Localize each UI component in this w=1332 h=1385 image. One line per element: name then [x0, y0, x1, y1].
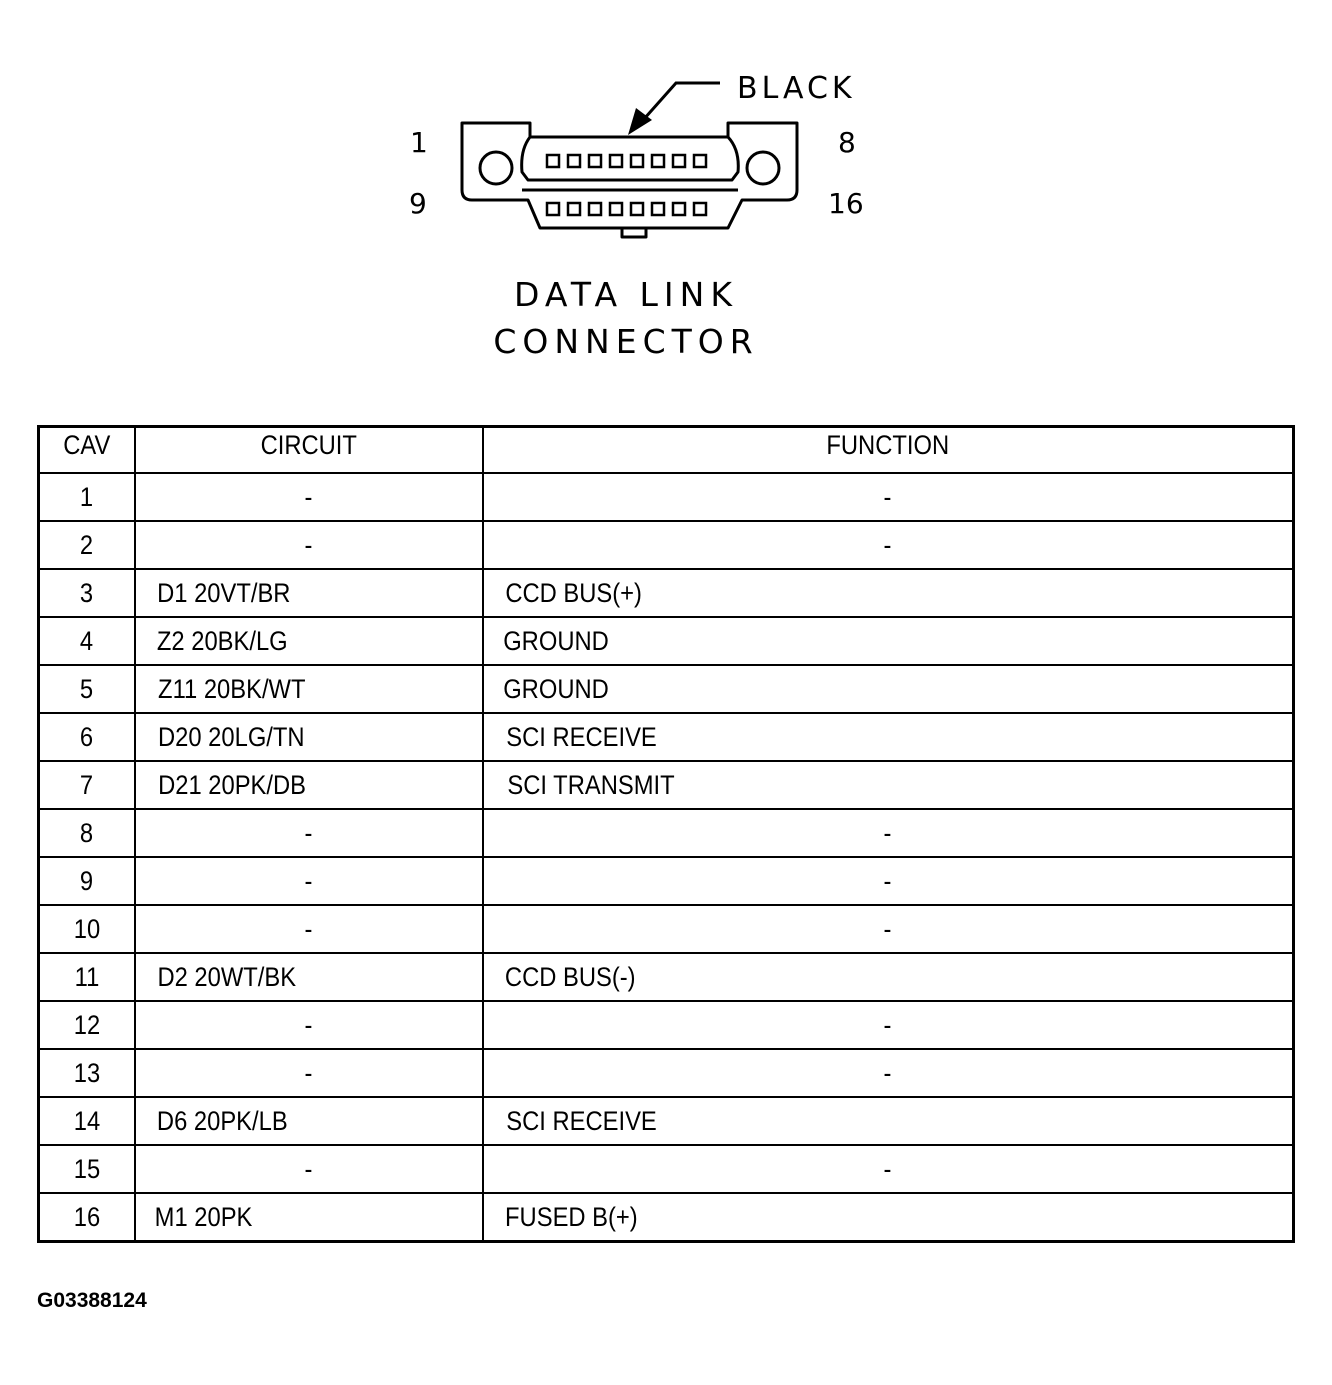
cell-circuit: D1 20VT/BR — [135, 569, 483, 617]
connector-pin — [631, 203, 643, 215]
cell-circuit: - — [135, 1001, 483, 1049]
connector-pin — [652, 155, 664, 167]
table-row — [39, 953, 1294, 1001]
cell-cav: 11 — [39, 953, 135, 1001]
cell-function: GROUND — [483, 617, 1294, 665]
cell-function: - — [483, 905, 1294, 953]
cell-cav: 6 — [39, 713, 135, 761]
cell-function: SCI RECEIVE — [483, 1097, 1294, 1145]
cell-circuit: - — [135, 473, 483, 521]
cell-cav: 3 — [39, 569, 135, 617]
connector-pin — [589, 203, 601, 215]
table-header-row — [39, 427, 1294, 474]
table-row — [39, 905, 1294, 953]
table-row — [39, 857, 1294, 905]
table-row — [39, 1097, 1294, 1145]
pin-label-9: 9 — [409, 187, 427, 220]
connector-pin — [694, 155, 706, 167]
cell-function: CCD BUS(-) — [483, 953, 1294, 1001]
cell-cav: 9 — [39, 857, 135, 905]
connector-pin — [673, 203, 685, 215]
table-row — [39, 713, 1294, 761]
cell-cav: 10 — [39, 905, 135, 953]
cell-function: - — [483, 521, 1294, 569]
table-row — [39, 473, 1294, 521]
cell-cav: 5 — [39, 665, 135, 713]
connector-pin — [547, 155, 559, 167]
connector-pin — [547, 203, 559, 215]
cell-circuit: D20 20LG/TN — [135, 713, 483, 761]
connector-pin — [610, 155, 622, 167]
cell-cav: 4 — [39, 617, 135, 665]
table-row — [39, 521, 1294, 569]
table-row — [39, 761, 1294, 809]
pinout-table — [37, 425, 1295, 1243]
top-pin-row — [547, 155, 706, 167]
connector-pin — [694, 203, 706, 215]
connector-pin — [568, 203, 580, 215]
bottom-pin-row — [547, 203, 706, 215]
pin-label-1: 1 — [410, 126, 428, 159]
cell-cav: 2 — [39, 521, 135, 569]
cell-circuit: D21 20PK/DB — [135, 761, 483, 809]
cell-function: GROUND — [483, 665, 1294, 713]
connector-pin — [610, 203, 622, 215]
table-row — [39, 617, 1294, 665]
cell-cav: 1 — [39, 473, 135, 521]
table-row — [39, 1001, 1294, 1049]
cell-circuit: - — [135, 809, 483, 857]
table-row — [39, 1145, 1294, 1193]
cell-cav: 15 — [39, 1145, 135, 1193]
cell-circuit: - — [135, 1049, 483, 1097]
connector-pin — [568, 155, 580, 167]
header-cav: CAV — [39, 427, 135, 474]
cell-circuit: - — [135, 1145, 483, 1193]
table-row — [39, 665, 1294, 713]
connector-diagram — [0, 0, 1332, 400]
cell-function: SCI TRANSMIT — [483, 761, 1294, 809]
cell-circuit: M1 20PK — [135, 1193, 483, 1242]
table-row — [39, 809, 1294, 857]
cell-function: - — [483, 1145, 1294, 1193]
cell-cav: 7 — [39, 761, 135, 809]
header-function: FUNCTION — [483, 427, 1294, 474]
cell-circuit: Z2 20BK/LG — [135, 617, 483, 665]
cell-cav: 8 — [39, 809, 135, 857]
cell-cav: 14 — [39, 1097, 135, 1145]
cell-function: CCD BUS(+) — [483, 569, 1294, 617]
table-row — [39, 569, 1294, 617]
pin-label-8: 8 — [838, 126, 856, 159]
cell-function: - — [483, 857, 1294, 905]
cell-function: FUSED B(+) — [483, 1193, 1294, 1242]
connector-pin — [673, 155, 685, 167]
cell-circuit: - — [135, 857, 483, 905]
connector-pin — [589, 155, 601, 167]
left-mount-hole — [480, 152, 512, 184]
cell-circuit: D6 20PK/LB — [135, 1097, 483, 1145]
cell-circuit: - — [135, 905, 483, 953]
cell-function: SCI RECEIVE — [483, 713, 1294, 761]
figure-id: G03388124 — [37, 1289, 147, 1312]
cell-function: - — [483, 809, 1294, 857]
color-label: BLACK — [737, 71, 856, 106]
cell-circuit: D2 20WT/BK — [135, 953, 483, 1001]
header-circuit: CIRCUIT — [135, 427, 483, 474]
connector-title-line1: DATA LINK — [514, 275, 738, 314]
cell-function: - — [483, 1001, 1294, 1049]
cell-circuit: Z11 20BK/WT — [135, 665, 483, 713]
connector-pin — [631, 155, 643, 167]
table-row — [39, 1193, 1294, 1242]
cell-cav: 16 — [39, 1193, 135, 1242]
cell-cav: 13 — [39, 1049, 135, 1097]
table-row — [39, 1049, 1294, 1097]
cell-cav: 12 — [39, 1001, 135, 1049]
right-mount-hole — [747, 152, 779, 184]
cell-circuit: - — [135, 521, 483, 569]
connector-title-line2: CONNECTOR — [493, 322, 759, 361]
pin-label-16: 16 — [828, 187, 864, 220]
cell-function: - — [483, 473, 1294, 521]
cell-function: - — [483, 1049, 1294, 1097]
connector-pin — [652, 203, 664, 215]
